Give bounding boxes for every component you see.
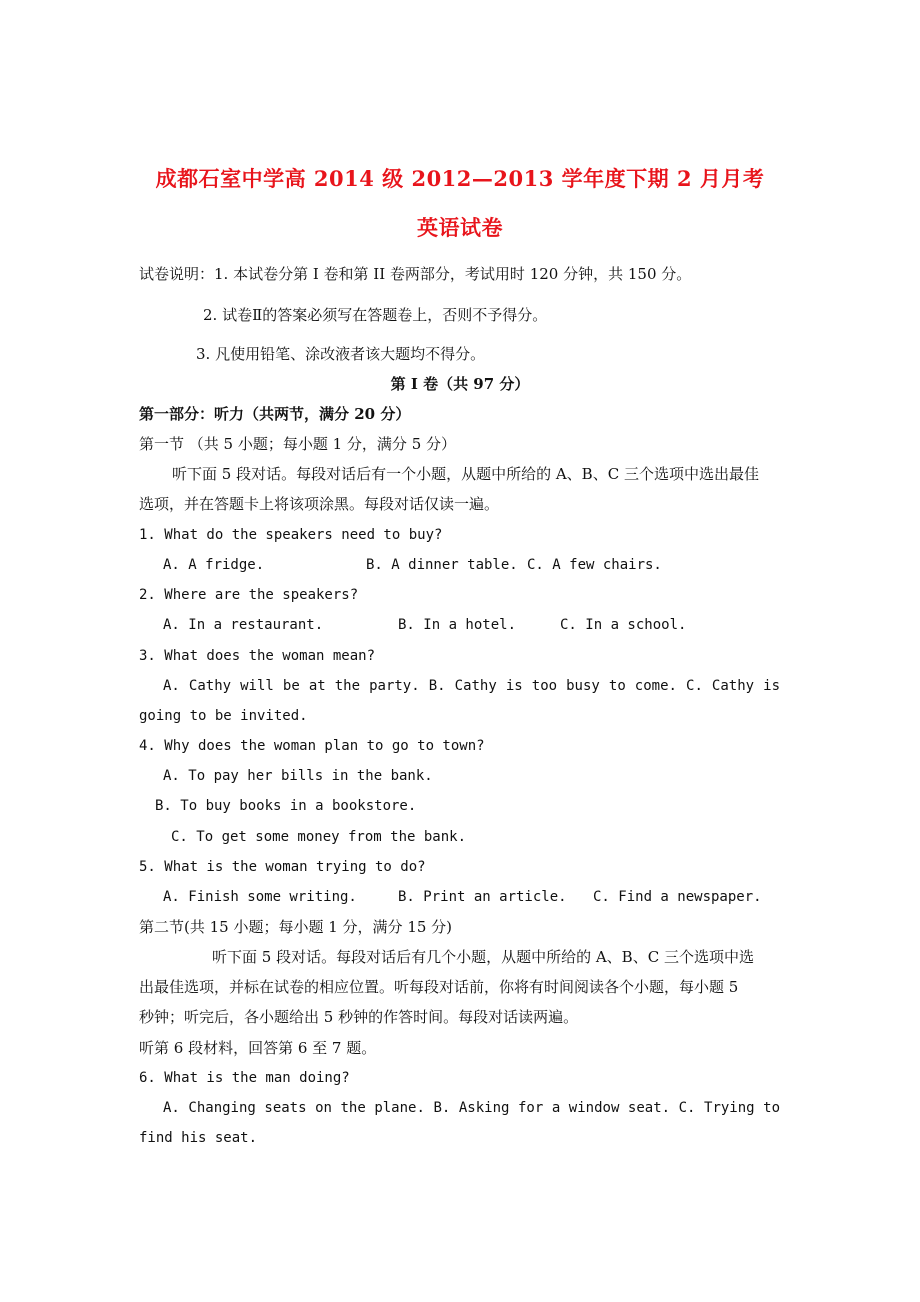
question-1-stem: 1. What do the speakers need to buy? bbox=[139, 527, 443, 543]
question-2-option-a: A. In a restaurant. bbox=[163, 617, 324, 633]
instruction-line-1: 试卷说明：1. 本试卷分第 I 卷和第 II 卷两部分，考试用时 120 分钟，共 150 分。 bbox=[139, 265, 692, 283]
question-2-stem: 2. Where are the speakers? bbox=[139, 587, 359, 603]
question-5-stem: 5. What is the woman trying to do? bbox=[139, 859, 426, 875]
volume-1-title: 第 I 卷（共 97 分） bbox=[390, 375, 530, 393]
part-1-title: 第一部分：听力（共两节，满分 20 分） bbox=[139, 405, 411, 423]
question-3-options: A. Cathy will be at the party. B. Cathy is too busy to come. C. Cathy is bbox=[163, 678, 780, 694]
question-4-stem: 4. Why does the woman plan to go to town? bbox=[139, 738, 485, 754]
question-4-option-b: B. To buy books in a bookstore. bbox=[155, 798, 417, 814]
exam-subtitle: 英语试卷 bbox=[417, 215, 503, 240]
question-4-option-a: A. To pay her bills in the bank. bbox=[163, 768, 433, 784]
question-6-options: A. Changing seats on the plane. B. Asking for a window seat. C. Trying to bbox=[163, 1100, 780, 1116]
section-1-intro-b: 选项，并在答题卡上将该项涂黑。每段对话仅读一遍。 bbox=[139, 495, 500, 513]
question-6-stem: 6. What is the man doing? bbox=[139, 1070, 350, 1086]
question-2-option-b: B. In a hotel. bbox=[398, 617, 517, 633]
question-3-options-cont: going to be invited. bbox=[139, 708, 308, 724]
section-2-title: 第二节(共 15 小题；每小题 1 分，满分 15 分) bbox=[139, 918, 453, 936]
question-5-option-b: B. Print an article. bbox=[398, 889, 567, 905]
question-3-stem: 3. What does the woman mean? bbox=[139, 648, 376, 664]
question-1-option-a: A. A fridge. bbox=[163, 557, 265, 573]
question-1-option-b: B. A dinner table. bbox=[366, 557, 518, 573]
question-5-option-a: A. Finish some writing. bbox=[163, 889, 357, 905]
instruction-line-2: 2. 试卷Ⅱ的答案必须写在答题卷上，否则不予得分。 bbox=[203, 306, 548, 324]
section-1-intro-a: 听下面 5 段对话。每段对话后有一个小题，从题中所给的 A、B、C 三个选项中选出最佳 bbox=[172, 465, 759, 483]
material-6-heading: 听第 6 段材料，回答第 6 至 7 题。 bbox=[139, 1039, 377, 1057]
section-2-intro-a: 听下面 5 段对话。每段对话后有几个小题，从题中所给的 A、B、C 三个选项中选 bbox=[212, 948, 754, 966]
instruction-line-3: 3. 凡使用铅笔、涂改液者该大题均不得分。 bbox=[196, 345, 486, 363]
question-1-option-c: C. A few chairs. bbox=[527, 557, 662, 573]
section-1-title: 第一节 （共 5 小题；每小题 1 分，满分 5 分） bbox=[139, 435, 457, 453]
question-6-options-cont: find his seat. bbox=[139, 1130, 258, 1146]
question-2-option-c: C. In a school. bbox=[560, 617, 687, 633]
exam-title: 成都石室中学高 2014 级 2012—2013 学年度下期 2 月月考 bbox=[155, 166, 765, 191]
section-2-intro-b: 出最佳选项，并标在试卷的相应位置。听每段对话前，你将有时间阅读各个小题，每小题 5 bbox=[139, 978, 739, 996]
question-4-option-c: C. To get some money from the bank. bbox=[171, 829, 467, 845]
section-2-intro-c: 秒钟；听完后，各小题给出 5 秒钟的作答时间。每段对话读两遍。 bbox=[139, 1008, 579, 1026]
question-5-option-c: C. Find a newspaper. bbox=[593, 889, 762, 905]
